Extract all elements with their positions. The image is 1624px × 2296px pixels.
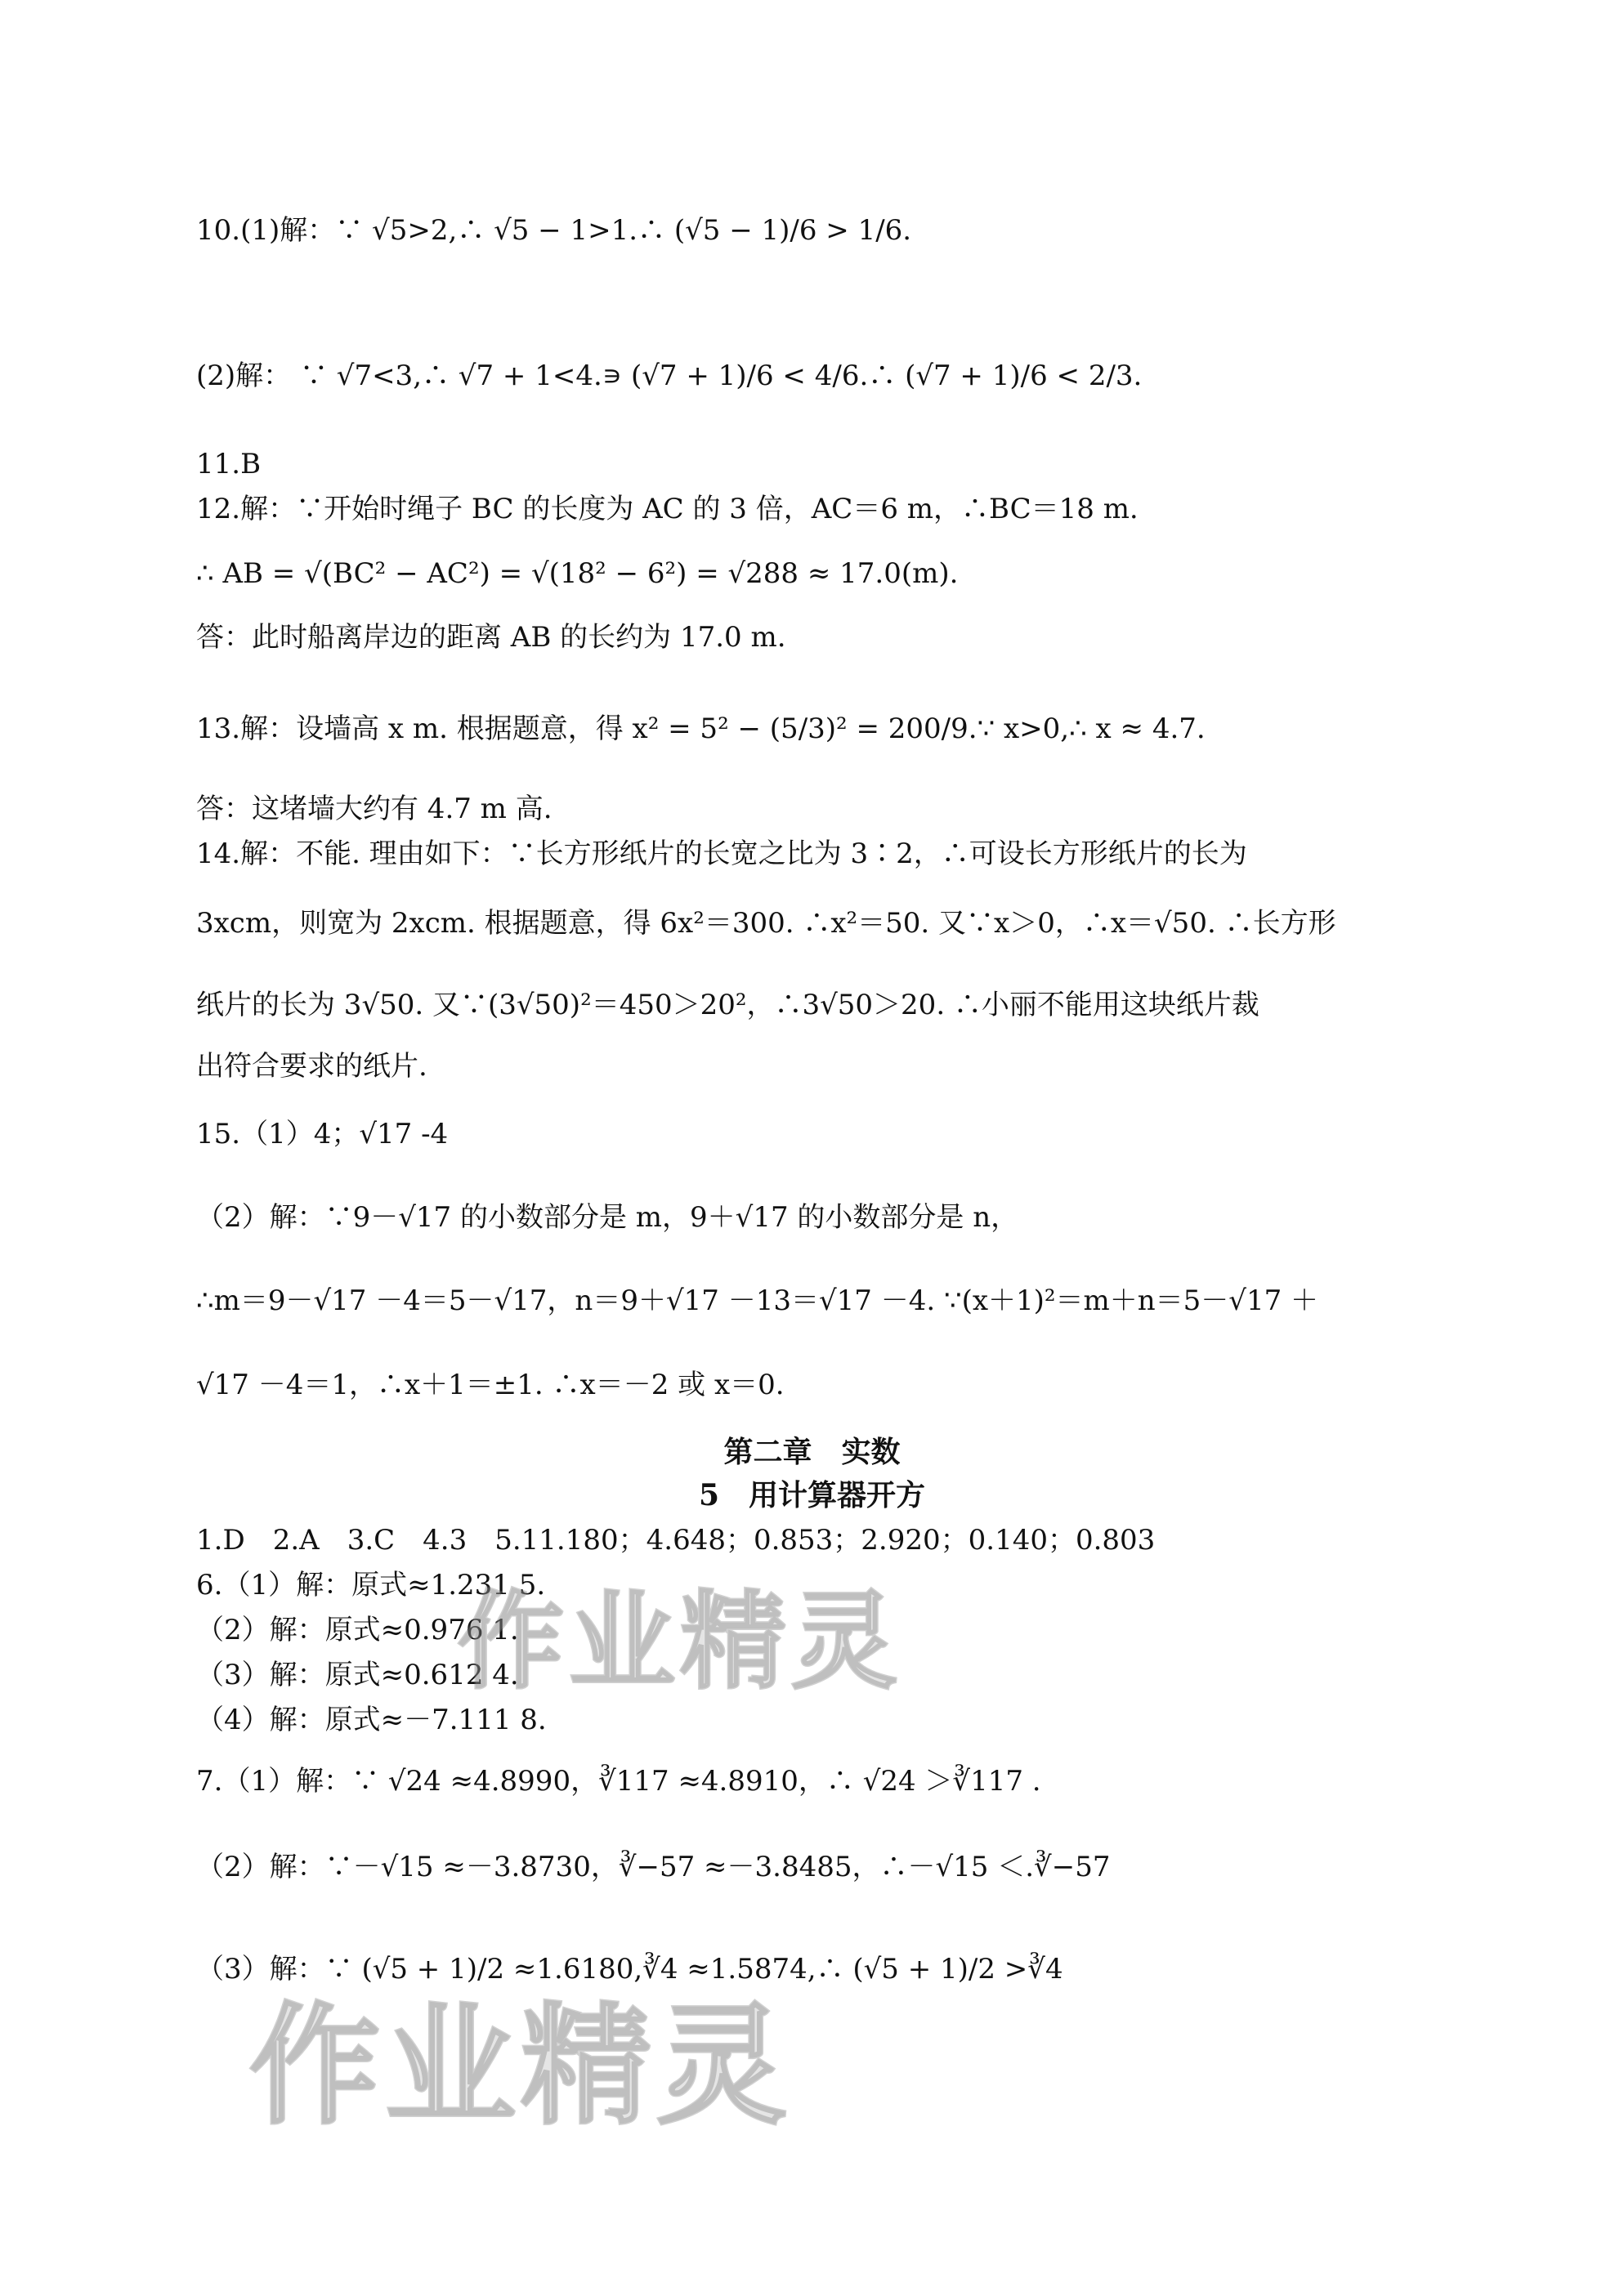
text-line: 14.解：不能. 理由如下：∵长方形纸片的长宽之比为 3∶2，∴可设长方形纸片的长为 (196, 838, 1247, 870)
text-line: 1.D 2.A 3.C 4.3 5.11.180；4.648；0.853；2.920；0.140；0.803 (196, 1524, 1156, 1557)
section-heading: 5 用计算器开方 (698, 1478, 926, 1512)
text-line: （2）解：∵－√15 ≈－3.8730，∛−57 ≈－3.8485，∴－√15 ＜.∛−57 (196, 1851, 1111, 1883)
text-line: (2)解： ∵ √7<3,∴ √7 + 1<4.∍ (√7 + 1)/6 < 4/6.∴ (√7 + 1)/6 < 2/3. (196, 360, 1143, 392)
text-line: （2）解：原式≈0.976 1. (196, 1614, 519, 1646)
text-line: 3xcm，则宽为 2xcm. 根据题意，得 6x²＝300. ∴x²＝50. 又∵x＞0，∴x＝√50. ∴长方形 (196, 907, 1336, 940)
text-line: （3）解：原式≈0.612 4. (196, 1659, 519, 1691)
text-line: 答：此时船离岸边的距离 AB 的长约为 17.0 m. (196, 621, 786, 654)
text-line: 6.（1）解：原式≈1.231 5. (196, 1569, 546, 1601)
text-line: 12.解：∵开始时绳子 BC 的长度为 AC 的 3 倍，AC＝6 m，∴BC＝18 m. (196, 493, 1139, 525)
text-line: 13.解：设墙高 x m. 根据题意，得 x² = 5² − (5/3)² = 200/9.∵ x>0,∴ x ≈ 4.7. (196, 712, 1206, 745)
text-line: （4）解：原式≈－7.111 8. (196, 1704, 547, 1736)
text-line: 15.（1）4；√17 -4 (196, 1118, 449, 1150)
text-line: 出符合要求的纸片. (196, 1050, 427, 1083)
watermark-bottom: 作业精灵 (249, 1990, 793, 2142)
text-line: 7.（1）解：∵ √24 ≈4.8990，∛117 ≈4.8910，∴ √24 ＞∛117 . (196, 1765, 1041, 1798)
text-line: 11.B (196, 448, 262, 480)
section-heading: 第二章 实数 (723, 1435, 901, 1469)
text-line: ∴m＝9－√17 －4＝5－√17，n＝9＋√17 －13＝√17 －4. ∵(x＋1)²＝m＋n＝5－√17 ＋ (196, 1284, 1319, 1317)
text-line: ∴ AB = √(BC² − AC²) = √(18² − 6²) = √288 ≈ 17.0(m). (196, 557, 959, 590)
text-line: √17 －4＝1，∴x＋1＝±1. ∴x＝－2 或 x＝0. (196, 1369, 785, 1401)
text-line: 10.(1)解：∵ √5>2,∴ √5 − 1>1.∴ (√5 − 1)/6 > 1/6. (196, 214, 912, 247)
watermark-top: 作业精灵 (458, 1579, 903, 1704)
text-line: 纸片的长为 3√50. 又∵(3√50)²＝450＞20²，∴3√50＞20. ∴小丽不能用这块纸片裁 (196, 989, 1259, 1021)
text-line: （3）解：∵ (√5 + 1)/2 ≈1.6180,∛4 ≈1.5874,∴ (√5 + 1)/2 >∛4 (196, 1953, 1063, 1986)
text-line: 答：这堵墙大约有 4.7 m 高. (196, 793, 553, 825)
text-line: （2）解：∵9－√17 的小数部分是 m，9＋√17 的小数部分是 n， (196, 1201, 1019, 1234)
